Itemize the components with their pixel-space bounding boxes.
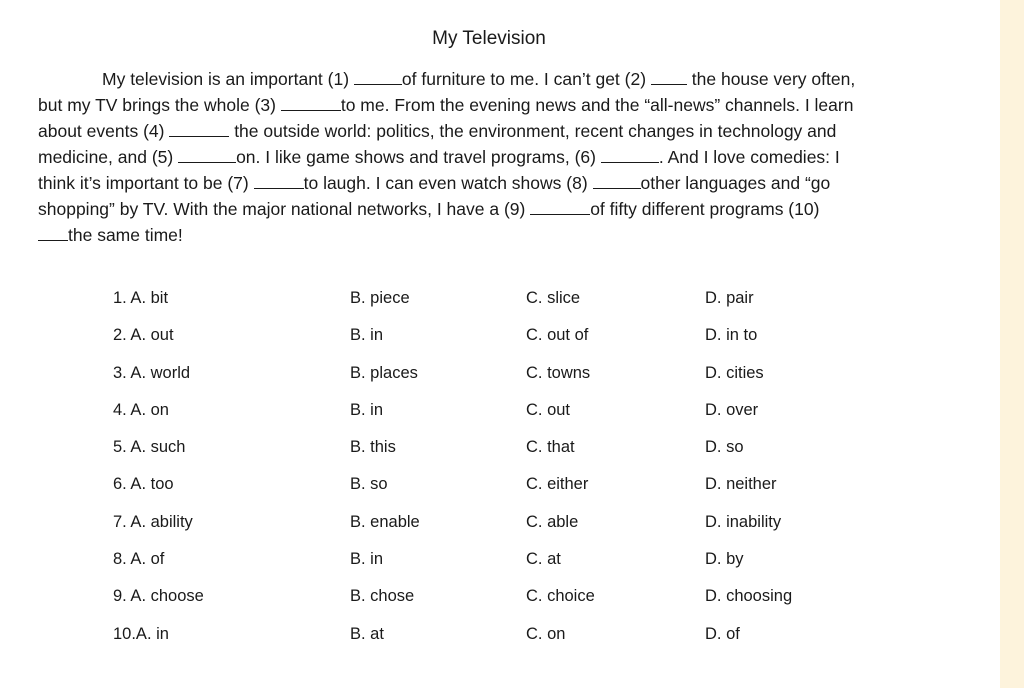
option-d: D. pair [705, 289, 754, 307]
option-a: 5. A. such [113, 438, 186, 457]
blank-10 [38, 224, 68, 241]
option-a: 4. A. on [113, 400, 169, 419]
passage-text: on. I like game shows and travel programs, (6) [236, 147, 601, 167]
option-d: D. by [705, 550, 744, 569]
option-d: D. cities [705, 363, 764, 382]
passage-text: the outside world: politics, the environment, recent changes in technology and [229, 121, 837, 141]
blank-2 [651, 68, 687, 85]
option-c: C. on [526, 624, 566, 643]
option-b: B. enable [350, 512, 420, 531]
passage-text: My television is an important (1) [102, 69, 354, 89]
option-b: B. in [350, 326, 384, 345]
option-c: C. either [526, 475, 589, 494]
option-c: C. out [526, 400, 571, 419]
passage-text: shopping” by TV. With the major national networks, I have a (9) [38, 199, 531, 219]
option-c: C. able [526, 512, 579, 531]
passage [38, 66, 938, 248]
blank-3 [281, 94, 341, 111]
option-a: 1. A. bit [113, 289, 169, 307]
option-d: D. of [705, 624, 740, 643]
passage-text: the house very often, [686, 69, 856, 89]
passage-text: of fifty different programs (10) [590, 199, 820, 219]
blank-9 [530, 198, 590, 215]
option-a: 3. A. world [113, 363, 191, 382]
passage-text: to me. From the evening news and the “all-news” channels. I learn [340, 95, 854, 115]
passage-text: medicine, and (5) [38, 147, 179, 167]
option-a: 10.A. in [113, 624, 169, 643]
passage-line-1 [38, 66, 938, 92]
passage-line-5 [38, 170, 938, 196]
option-d: D. so [705, 438, 744, 457]
option-b: B. in [350, 400, 384, 419]
option-b: B. places [350, 363, 418, 382]
passage-line-6 [38, 196, 938, 222]
passage-text: the same time! [68, 225, 183, 245]
option-b: B. piece [350, 289, 410, 307]
blank-4 [169, 120, 229, 137]
option-c: C. that [526, 438, 575, 457]
blank-8 [593, 172, 641, 189]
option-a: 9. A. choose [113, 587, 204, 606]
option-a: 6. A. too [113, 475, 174, 494]
option-b: B. chose [350, 587, 415, 606]
passage-text: of furniture to me. I can’t get (2) [401, 69, 651, 89]
option-d: D. neither [705, 475, 777, 494]
option-c: C. slice [526, 289, 581, 307]
option-b: B. this [350, 438, 396, 457]
passage-text: think it’s important to be (7) [38, 173, 254, 193]
passage-text: about events (4) [38, 121, 170, 141]
passage-text: but my TV brings the whole (3) [38, 95, 281, 115]
option-c: C. choice [526, 587, 595, 606]
option-d: D. over [705, 400, 759, 419]
passage-line-3 [38, 118, 938, 144]
option-b: B. at [350, 624, 384, 643]
passage-line-7 [38, 222, 938, 248]
option-b: B. so [350, 475, 388, 494]
option-d: D. choosing [705, 587, 793, 606]
passage-text: . And I love comedies: I [658, 147, 840, 167]
option-b: B. in [350, 550, 384, 569]
side-panel-strip [1000, 0, 1024, 688]
passage-text: other languages and “go [640, 173, 831, 193]
blank-7 [254, 172, 304, 189]
passage-text: to laugh. I can even watch shows (8) [303, 173, 593, 193]
passage-line-2 [38, 92, 938, 118]
blank-5 [178, 146, 236, 163]
option-a: 8. A. of [113, 550, 165, 569]
option-a: 7. A. ability [113, 512, 193, 531]
passage-line-4 [38, 144, 938, 170]
blank-6 [601, 146, 659, 163]
option-d: D. in to [705, 326, 758, 345]
blank-1 [354, 68, 402, 85]
option-a: 2. A. out [113, 326, 174, 345]
option-d: D. inability [705, 512, 782, 531]
option-c: C. towns [526, 363, 591, 382]
option-c: C. out of [526, 326, 589, 345]
option-c: C. at [526, 550, 561, 569]
document-title: My Television [432, 28, 546, 49]
